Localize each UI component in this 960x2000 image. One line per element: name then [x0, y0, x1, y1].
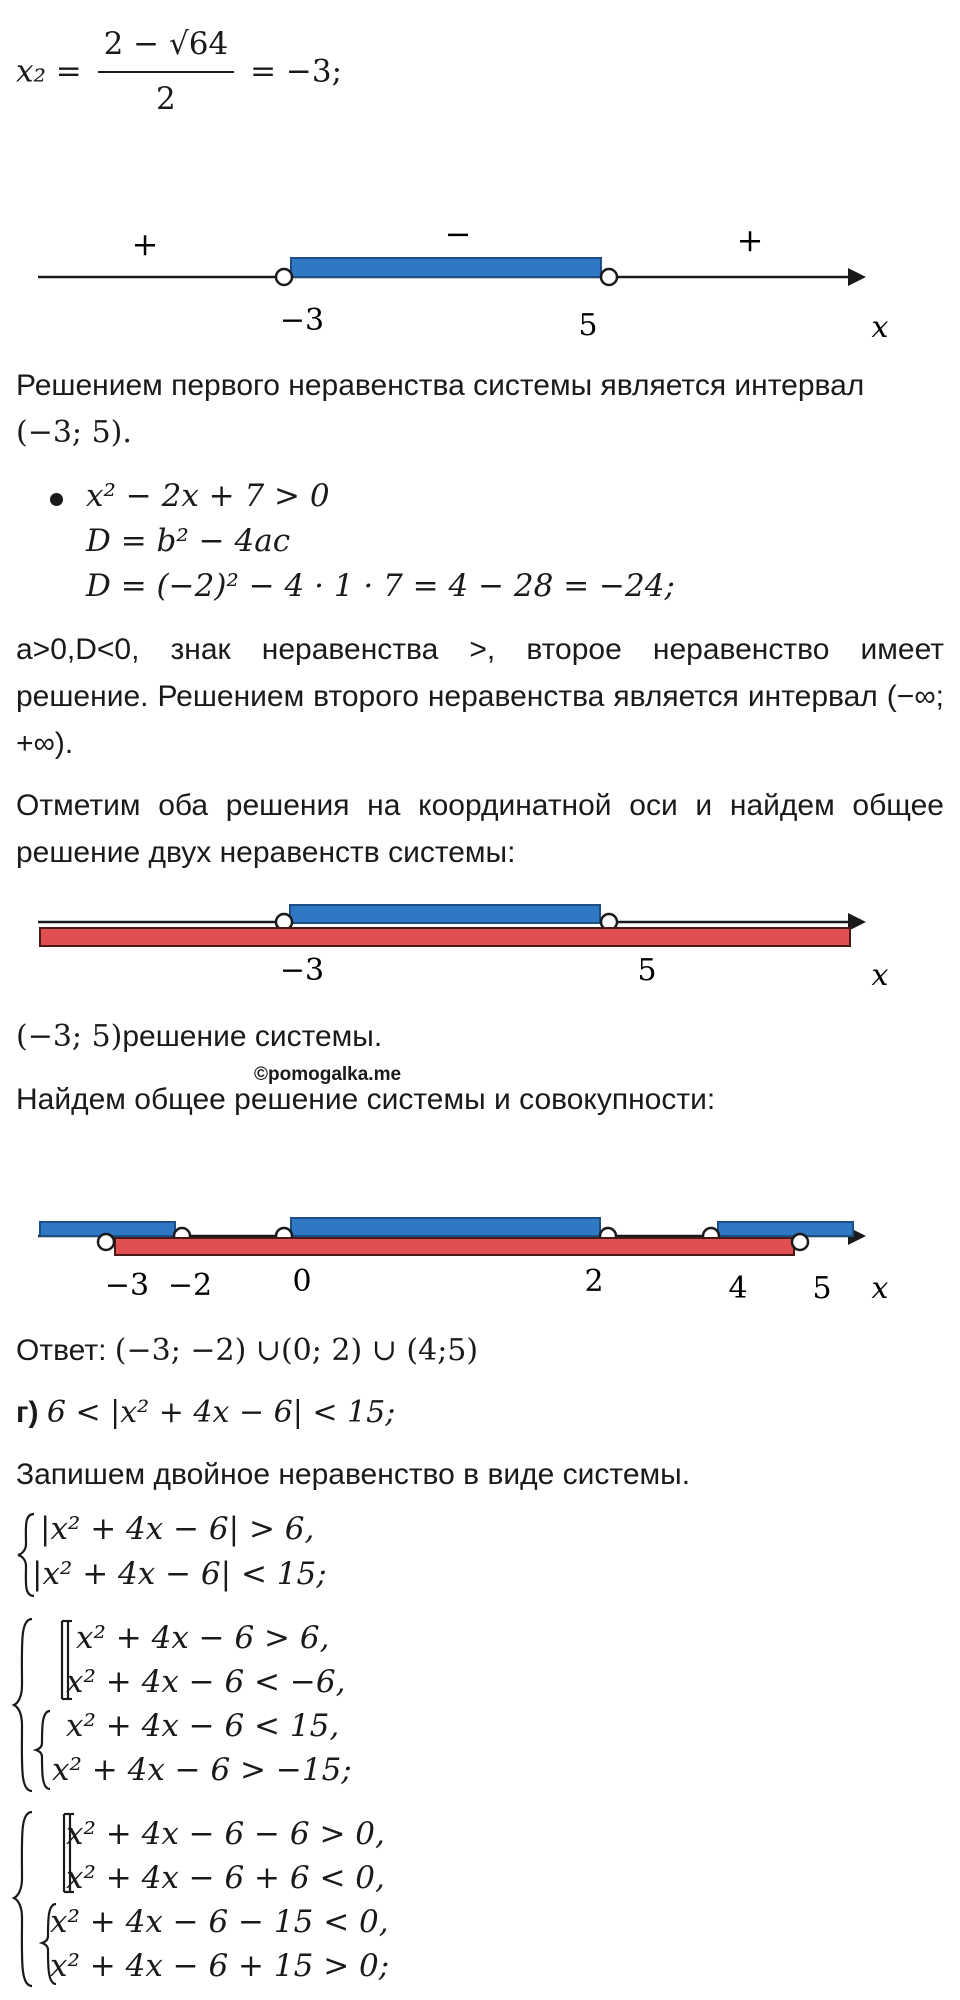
point-label: −3 — [279, 303, 325, 338]
part-g-expr: 6 < |x² + 4x − 6| < 15; — [46, 1395, 396, 1430]
formula-x2 — [16, 22, 944, 122]
solution-text: решение системы. — [122, 1020, 383, 1053]
interval-bar-blue — [290, 905, 600, 923]
paragraph-second-ineq: a>0,D<0, знак неравенства >, второе неравенство имеет решение. Решением второго неравенства является интервал (−∞; +∞). — [16, 633, 944, 760]
number-line-3 — [0, 1200, 960, 1320]
sys2-line: x² + 4x − 6 < −6, — [66, 1664, 346, 1700]
paragraph-double-ineq: Запишем двойное неравенство в виде системы. — [16, 1458, 691, 1491]
paragraph-interval-1 — [16, 362, 944, 456]
sign-label: + — [736, 221, 764, 259]
part-g — [16, 1389, 944, 1436]
sys3-line: x² + 4x − 6 + 6 < 0, — [66, 1860, 385, 1896]
bullet-icon — [50, 493, 63, 506]
para1-line2: (−3; 5). — [16, 415, 132, 450]
sys3-line: x² + 4x − 6 − 6 > 0, — [66, 1816, 385, 1852]
interval-bar-blue — [291, 258, 601, 277]
bullet-calc: D = (−2)² − 4 · 1 · 7 = 4 − 28 = −24; — [86, 568, 675, 604]
sys3-line: x² + 4x − 6 − 15 < 0, — [50, 1904, 389, 1940]
sys1-line: |x² + 4x − 6| < 15; — [32, 1556, 327, 1592]
axis-variable: x — [871, 1271, 889, 1306]
x2-denominator: 2 — [156, 81, 176, 117]
interval-bar-red — [115, 1238, 794, 1255]
para1-line1: Решением первого неравенства системы является интервал — [16, 369, 865, 402]
point-label: 4 — [728, 1271, 748, 1306]
point-label: −3 — [104, 1268, 150, 1303]
x2-numerator: 2 − √64 — [98, 22, 235, 73]
point-label: 5 — [578, 308, 598, 343]
number-line-2 — [0, 890, 960, 1000]
interval-bar-red — [40, 928, 850, 946]
point-label: 0 — [292, 1264, 312, 1299]
open-point — [601, 269, 617, 285]
point-label: −3 — [279, 953, 325, 988]
solution-interval: (−3; 5) — [16, 1019, 123, 1054]
answer-value: (−3; −2) ∪(0; 2) ∪ (4;5) — [114, 1333, 479, 1368]
sys2-line: x² + 4x − 6 > −15; — [52, 1752, 352, 1788]
answer-label: Ответ: — [16, 1334, 107, 1367]
axis-variable: x — [871, 310, 889, 345]
sys3-line: x² + 4x − 6 + 15 > 0; — [50, 1948, 390, 1984]
bullet-ineq: x² − 2x + 7 > 0 — [86, 478, 330, 514]
system-solution — [16, 1013, 944, 1060]
x2-lhs: x₂ = — [16, 53, 82, 90]
paragraph-common-solution: Найдем общее решение системы и совокупности: — [16, 1083, 716, 1116]
sys2-line: x² + 4x − 6 < 15, — [66, 1708, 340, 1744]
part-g-label: г) — [16, 1396, 39, 1429]
point-label: 5 — [637, 953, 657, 988]
paragraph-mark-solutions: Отметим оба решения на координатной оси и найдем общее решение двух неравенств системы: — [16, 789, 944, 869]
sys2-line: x² + 4x − 6 > 6, — [76, 1620, 330, 1656]
sign-label: − — [444, 215, 472, 253]
point-label: 2 — [584, 1264, 604, 1299]
interval-bar-blue — [291, 1218, 600, 1236]
open-point — [792, 1234, 808, 1250]
sign-label: + — [131, 225, 159, 263]
watermark: ©pomogalka.me — [254, 1064, 402, 1085]
open-point — [276, 269, 292, 285]
answer — [16, 1327, 944, 1374]
x2-fraction — [98, 22, 235, 122]
axis-variable: x — [871, 958, 889, 993]
bullet-disc: D = b² − 4ac — [86, 523, 291, 559]
sys1-line: |x² + 4x − 6| > 6, — [40, 1511, 315, 1547]
point-label: 5 — [812, 1271, 832, 1306]
point-label: −2 — [167, 1268, 213, 1303]
interval-bar-blue — [718, 1222, 853, 1236]
number-line-1 — [0, 215, 960, 350]
axis-arrow-icon — [848, 268, 866, 286]
open-point — [98, 1234, 114, 1250]
x2-rhs: = −3; — [250, 53, 343, 90]
